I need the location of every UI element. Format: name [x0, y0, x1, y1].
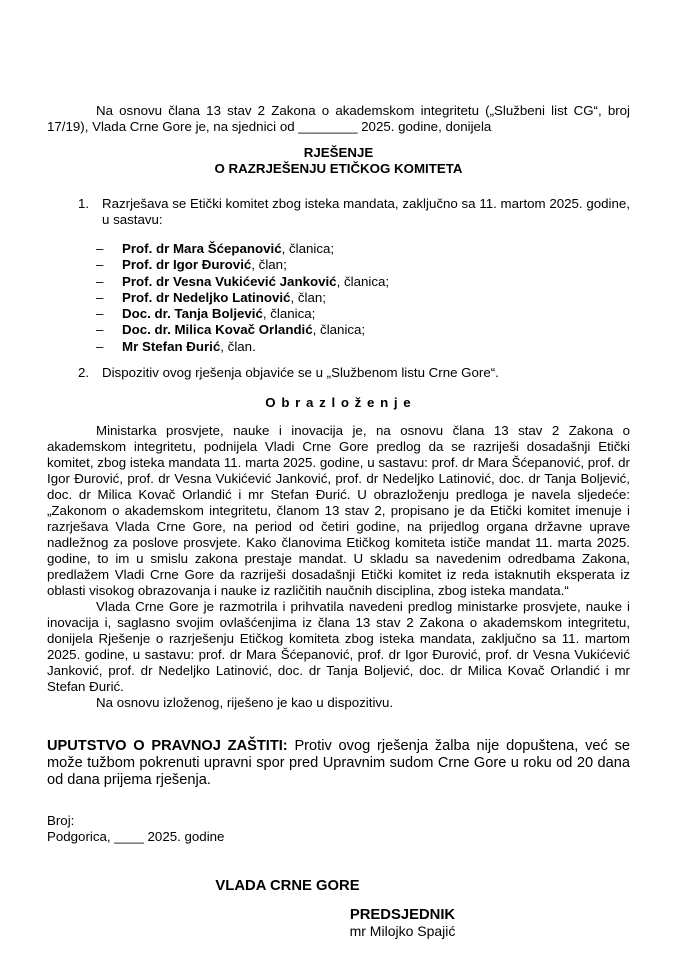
- dash-bullet: –: [96, 257, 104, 273]
- member-name: Prof. dr Mara Šćepanović: [122, 241, 282, 256]
- title-line-1: RJEŠENJE: [303, 145, 374, 160]
- member-role: , članica;: [281, 241, 335, 256]
- place-date-line: Podgorica, ____ 2025. godine: [47, 829, 225, 845]
- government-name: VLADA CRNE GORE: [215, 878, 360, 895]
- title-line-2: O RAZRJEŠENJU ETIČKOG KOMITETA: [214, 161, 463, 176]
- dash-bullet: –: [96, 241, 104, 256]
- member-name: Doc. dr. Milica Kovač Orlandić: [122, 322, 313, 338]
- member-row: [47, 257, 630, 273]
- member-role: , član;: [251, 257, 287, 273]
- number-line: Broj:: [47, 813, 75, 829]
- member-row: [47, 306, 630, 322]
- reasoning-paragraph-1: Ministarka prosvjete, nauke i inovacija je, na osnovu člana 13 stav 2 Zakona o akademskom integritetu, podnijela Vladi Crne Gore predlog da se razriješi dosadašnji Etički komitet, zbog isteka mandata 11. marta 2025. godine, u sastavu: prof. dr Mara Šćepanović, prof. dr Igor Đurović, prof. dr Vesna Vukićević Janković, prof. dr Nedeljko Latinović, doc. dr Tanja Boljević, doc. dr Milica Kovač Orlandić i mr Stefan Đurić. U obrazloženju predloga je navela sljedeće: „Zakonom o akademskom integritetu, članom 13 stav 2, propisano je da Etički komitet imenuje i razrješava Vlada Crne Gore, na period od četiri godine, na prijedlog organa državne uprave nadležnog za poslove prosvjete. Kako članovima Etičkog komiteta ističe mandat 11. marta 2025. godine, to im u smislu zakona prestaje mandat. U skladu sa navedenim odredbama Zakona, predlažem Vladi Crne Gore da razriješi dosadašnji Etički komitet iz reda istaknutih eksperata iz oblasti visokog obrazovanja i nauke iz različitih naučnih disciplina, zbog isteka mandata.“: [47, 423, 630, 599]
- reasoning-paragraph-2: Vlada Crne Gore je razmotrila i prihvatila navedeni predlog ministarke prosvjete, nauke i inovacija i, saglasno svojim ovlašćenjima iz člana 13 stav 2 Zakona o akademskom integritetu, donijela Rješenje o razrješenju Etičkog komiteta zbog isteka mandata, zaključno sa 11. martom 2025. godine, u sastavu: prof. dr Mara Šćepanović, prof. dr Igor Đurović, prof. dr Vesna Vukićević Janković, prof. dr Nedeljko Latinović, doc. dr Tanja Boljević, doc. dr Milica Kovač Orlandić i mr Stefan Đurić.: [47, 599, 630, 695]
- member-name: Mr Stefan Đurić: [122, 338, 221, 354]
- item-1-number: 1.: [78, 196, 90, 211]
- reasoning-heading: O b r a z l o ž e n j e: [265, 395, 412, 411]
- member-role: , članica;: [262, 306, 316, 322]
- member-row: [47, 241, 630, 257]
- signature-title: PREDSJEDNIK: [349, 907, 456, 924]
- dash-bullet: –: [96, 338, 104, 354]
- member-name: Prof. dr Nedeljko Latinović: [122, 289, 291, 305]
- member-role: , član;: [290, 289, 326, 305]
- dash-bullet: –: [96, 306, 104, 322]
- member-role: , članica;: [336, 273, 390, 289]
- item-2-text: Dispozitiv ovog rješenja objaviće se u „Službenom listu Crne Gore“.: [102, 365, 499, 381]
- reasoning-paragraph-3: Na osnovu izloženog, riješeno je kao u dispozitivu.: [96, 695, 394, 711]
- dash-bullet: –: [96, 273, 104, 289]
- dash-bullet: –: [96, 322, 104, 338]
- dash-bullet: –: [96, 289, 104, 305]
- intro-paragraph: Na osnovu člana 13 stav 2 Zakona o akademskom integritetu („Službeni list CG“, broj 17/19), Vlada Crne Gore je, na sjednici od ________ 2025. godine, donijela: [47, 103, 630, 134]
- member-name: Prof. dr Vesna Vukićević Janković: [122, 273, 337, 289]
- legal-notice-label: UPUTSTVO O PRAVNOJ ZAŠTITI:: [47, 738, 288, 755]
- member-row: [47, 339, 630, 355]
- dispositive-item-1: [47, 196, 630, 228]
- member-name: Doc. dr. Tanja Boljević: [122, 306, 263, 322]
- document-title: [47, 145, 630, 177]
- member-row: [47, 290, 630, 306]
- item-1-text: Razrješava se Etički komitet zbog isteka mandata, zaključno sa 11. martom 2025. godine, u sastavu:: [102, 196, 630, 227]
- member-role: , članica;: [312, 322, 366, 338]
- item-2-number: 2.: [78, 365, 90, 381]
- legal-notice-text: Protiv ovog rješenja žalba nije dopuštena, već se može tužbom pokrenuti upravni spor pred Upravnim sudom Crne Gore u roku od 20 dana od dana prijema rješenja.: [47, 738, 630, 789]
- dispositive-item-2: [47, 365, 630, 381]
- signature-block: [111, 907, 679, 939]
- legal-notice: [47, 738, 630, 789]
- members-list: [47, 241, 630, 355]
- member-name: Prof. dr Igor Đurović: [122, 257, 252, 273]
- member-role: , član.: [220, 338, 256, 354]
- signature-name: mr Milojko Spajić: [349, 923, 456, 940]
- member-row: [47, 322, 630, 338]
- member-row: [47, 274, 630, 290]
